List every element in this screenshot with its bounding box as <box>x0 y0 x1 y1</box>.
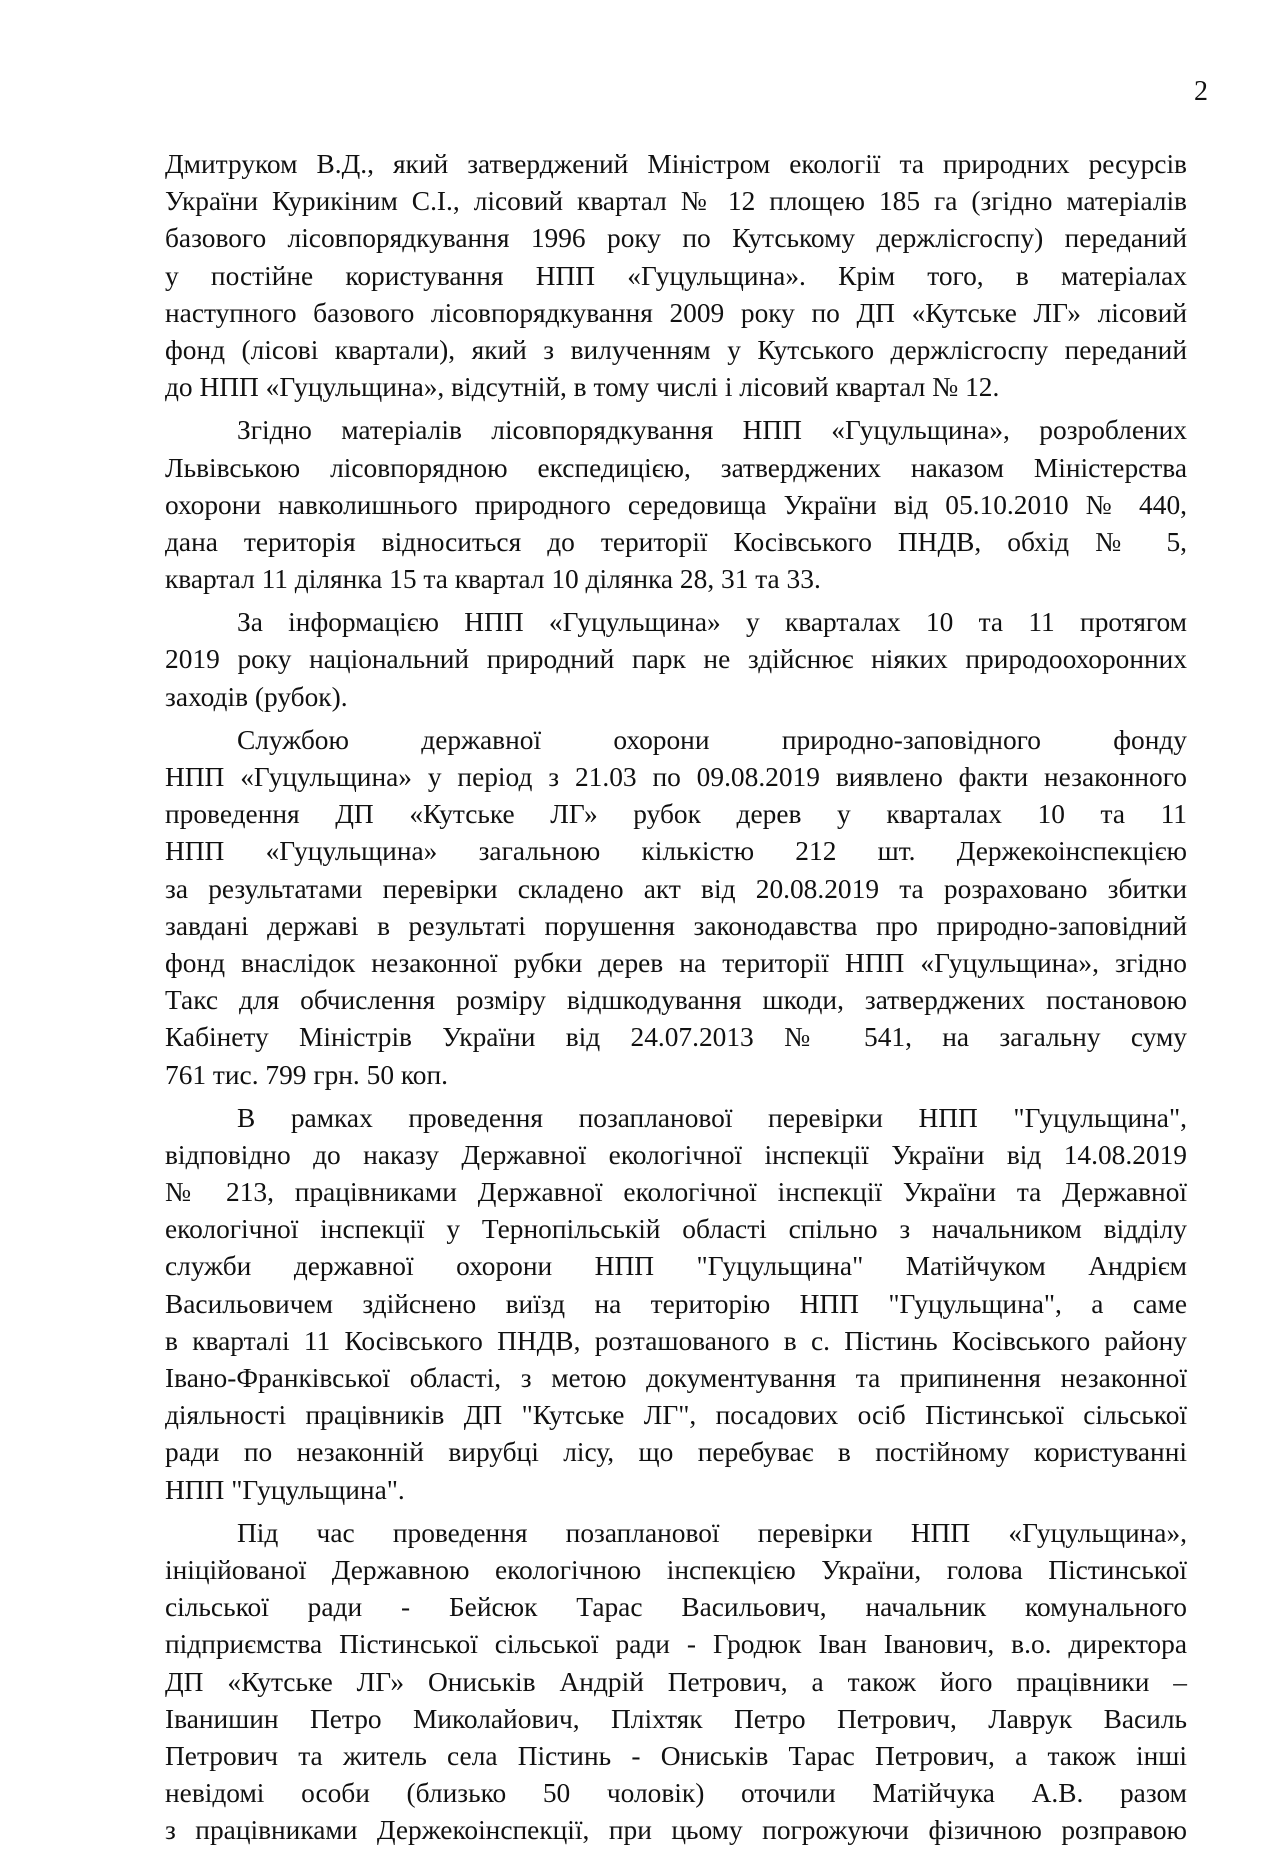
paragraph <box>165 1515 1187 1849</box>
text-line: заходів (рубок). <box>165 681 348 712</box>
text-line: до НПП «Гуцульщина», відсутній, в тому числі і лісовий квартал № 12. <box>165 372 1000 403</box>
text-line: ДП «Кутське ЛГ» Ониськів Андрій Петрович, а також його працівники – <box>165 1666 1187 1697</box>
text-line: служби державної охорони НПП "Гуцульщина" Матійчуком Андрієм <box>165 1251 1187 1282</box>
text-line: в кварталі 11 Косівського ПНДВ, розташованого в с. Пістинь Косівського району <box>165 1325 1187 1356</box>
text-line: фонд (лісові квартали), який з вилученням у Кутського держлісгоспу переданий <box>165 334 1187 365</box>
text-line: відповідно до наказу Державної екологічної інспекції України від 14.08.2019 <box>165 1139 1187 1170</box>
text-line: завдані державі в результаті порушення законодавства про природно-заповідний <box>165 910 1187 941</box>
text-line: базового лісовпорядкування 1996 року по Кутському держлісгоспу) переданий <box>165 223 1187 254</box>
text-line: підприємства Пістинської сільської ради - Гродюк Іван Іванович, в.о. директора <box>165 1629 1187 1660</box>
text-line: Васильовичем здійснено виїзд на територію НПП "Гуцульщина", а саме <box>165 1288 1187 1319</box>
text-line: В рамках проведення позапланової перевірки НПП "Гуцульщина", <box>237 1102 1187 1133</box>
text-line: охорони навколишнього природного середовища України від 05.10.2010 № 440, <box>165 489 1187 520</box>
text-line: Кабінету Міністрів України від 24.07.2013 № 541, на загальну суму <box>165 1022 1187 1053</box>
paragraph <box>165 1100 1187 1509</box>
paragraph <box>165 722 1187 1094</box>
text-line: сільської ради - Бейсюк Тарас Васильович, начальник комунального <box>165 1592 1187 1623</box>
text-line: Івано-Франківської області, з метою документування та припинення незаконної <box>165 1363 1187 1393</box>
text-line: Петрович та житель села Пістинь - Ониськів Тарас Петрович, а також інші <box>165 1740 1187 1771</box>
text-line: України Курикіним С.І., лісовий квартал № 12 площею 185 га (згідно матеріалів <box>165 186 1187 217</box>
text-line: екологічної інспекції у Тернопільській області спільно з начальником відділу <box>165 1214 1187 1245</box>
text-line: проведення ДП «Кутське ЛГ» рубок дерев у кварталах 10 та 11 <box>165 799 1187 830</box>
page-number: 2 <box>1194 76 1208 107</box>
text-line: Згідно матеріалів лісовпорядкування НПП «Гуцульщина», розроблених <box>237 415 1187 446</box>
text-line: За інформацією НПП «Гуцульщина» у кварталах 10 та 11 протягом <box>237 607 1187 638</box>
text-line: Дмитруком В.Д., який затверджений Міністром екології та природних ресурсів <box>165 149 1187 179</box>
text-line: 2019 року національний природний парк не здійснює ніяких природоохоронних <box>165 644 1187 675</box>
text-line: Під час проведення позапланової перевірки НПП «Гуцульщина», <box>237 1517 1187 1548</box>
text-line: у постійне користування НПП «Гуцульщина». Крім того, в матеріалах <box>165 260 1187 291</box>
text-line: квартал 11 ділянка 15 та квартал 10 ділянка 28, 31 та 33. <box>165 564 821 595</box>
text-line: наступного базового лісовпорядкування 2009 року по ДП «Кутське ЛГ» лісовий <box>165 297 1187 328</box>
paragraph <box>165 146 1187 406</box>
text-line: з працівниками Держекоінспекції, при цьому погрожуючи фізичною розправою <box>165 1815 1187 1846</box>
text-line: № 213, працівниками Державної екологічної інспекції України та Державної <box>165 1177 1187 1208</box>
text-line: Іванишин Петро Миколайович, Пліхтяк Петро Петрович, Лаврук Василь <box>165 1703 1187 1734</box>
text-line: фонд внаслідок незаконної рубки дерев на території НПП «Гуцульщина», згідно <box>165 947 1187 978</box>
text-line: Львівською лісовпорядною експедицією, затверджених наказом Міністерства <box>165 452 1187 483</box>
paragraph <box>165 412 1187 598</box>
document-body <box>165 146 1187 1849</box>
text-line: Службою державної охорони природно-заповідного фонду <box>237 724 1187 755</box>
text-line: діяльності працівників ДП "Кутське ЛГ", посадових осіб Пістинської сільської <box>165 1400 1187 1431</box>
text-line: ініційованої Державною екологічною інспекцією України, голова Пістинської <box>165 1554 1187 1585</box>
text-line: ради по незаконній вирубці лісу, що перебуває в постійному користуванні <box>165 1437 1187 1468</box>
text-line: НПП «Гуцульщина» загальною кількістю 212 шт. Держекоінспекцією <box>165 836 1187 867</box>
text-line: за результатами перевірки складено акт від 20.08.2019 та розраховано збитки <box>165 873 1187 904</box>
text-line: НПП "Гуцульщина". <box>165 1474 405 1505</box>
text-line: Такс для обчислення розміру відшкодування шкоди, затверджених постановою <box>165 985 1187 1016</box>
text-line: 761 тис. 799 грн. 50 коп. <box>165 1059 448 1090</box>
paragraph <box>165 604 1187 716</box>
text-line: дана територія відноситься до території Косівського ПНДВ, обхід № 5, <box>165 526 1187 557</box>
text-line: невідомі особи (близько 50 чоловік) оточили Матійчука А.В. разом <box>165 1778 1187 1809</box>
text-line: НПП «Гуцульщина» у період з 21.03 по 09.08.2019 виявлено факти незаконного <box>165 762 1187 792</box>
